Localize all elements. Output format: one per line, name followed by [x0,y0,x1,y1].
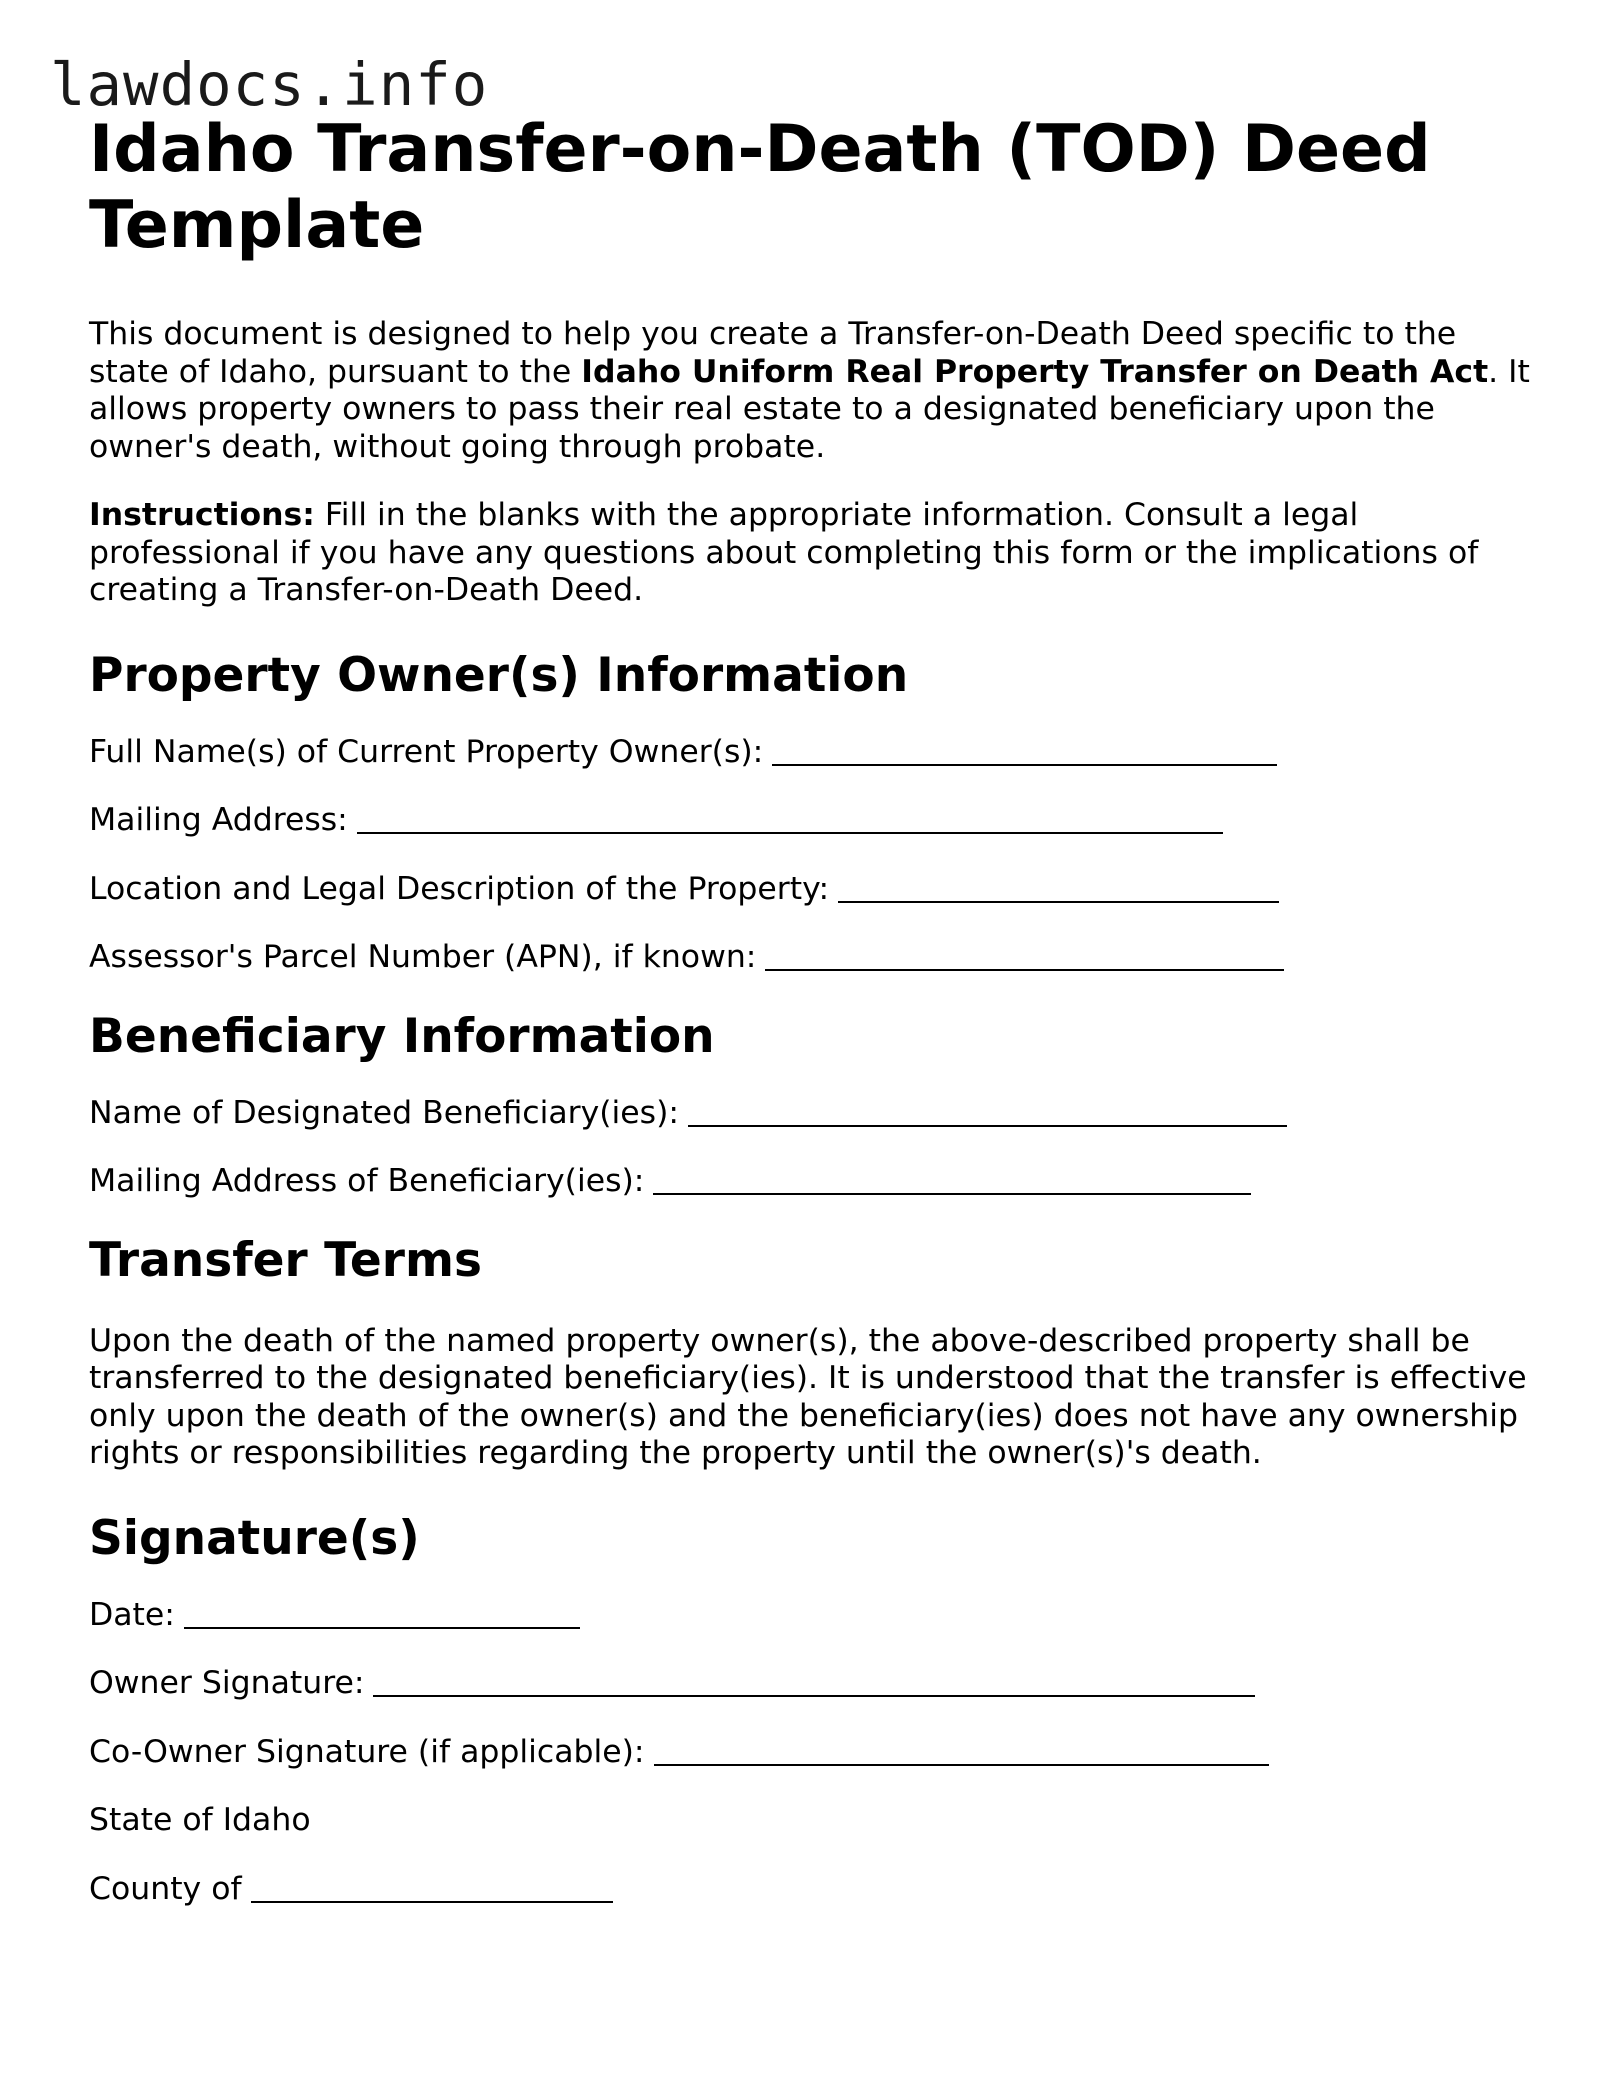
instructions-label: Instructions: [89,497,315,533]
owner-signature-field[interactable] [89,1665,1539,1703]
beneficiary-name-field[interactable] [89,1095,1539,1133]
act-name: Idaho Uniform Real Property Transfer on Death Act [581,353,1489,390]
property-description-field[interactable] [89,871,1539,909]
property-description-blank[interactable] [838,901,1279,903]
county-blank[interactable] [251,1901,613,1903]
terms-paragraph: Upon the death of the named property owner(s), the above-described property shall be transferred to the designated beneficiary(ies). It is understood that the transfer is effective only upon the death of the owner(s) and the beneficiary(ies) does not have any ownership rights or responsibilities regarding the property until the owner(s)'s death. [89,1322,1527,1471]
state-line: State of Idaho [89,1802,311,1838]
co-owner-signature-label: Co-Owner Signature (if applicable): [89,1733,645,1770]
county-field[interactable] [89,1871,1539,1909]
beneficiary-address-field[interactable] [89,1163,1539,1201]
mailing-address-blank[interactable] [357,832,1223,834]
beneficiary-name-label: Name of Designated Beneficiary(ies): [89,1094,679,1131]
mailing-address-label: Mailing Address: [89,802,348,838]
county-label: County of [89,1870,242,1907]
beneficiary-address-label: Mailing Address of Beneficiary(ies): [89,1163,645,1199]
instructions-paragraph [89,497,1539,610]
instructions-text: Fill in the blanks with the appropriate information. Consult a legal professional if you have any questions about completing this form or the implications of creating a Transfer-on-Death Deed. [89,497,1479,608]
owner-name-field[interactable] [89,734,1539,772]
apn-blank[interactable] [765,969,1284,971]
beneficiary-section-heading: Beneficiary Information [89,1008,715,1064]
co-owner-signature-field[interactable] [89,1734,1539,1772]
owner-signature-blank[interactable] [373,1695,1255,1697]
page-title: Idaho Transfer-on-Death (TOD) Deed Template [89,112,1431,263]
intro-paragraph [89,316,1539,466]
intro-text-after: . It allows property owners to pass their real estate to a designated beneficiary upon the owner's death, without going through probate. [89,353,1530,465]
signature-section-heading: Signature(s) [89,1510,420,1566]
apn-label: Assessor's Parcel Number (APN), if known: [89,939,757,975]
owner-name-label: Full Name(s) of Current Property Owner(s): [89,733,764,770]
owner-section-heading: Property Owner(s) Information [89,647,909,703]
date-blank[interactable] [184,1627,580,1629]
date-field[interactable] [89,1597,1539,1635]
site-watermark: lawdocs.info [50,50,489,119]
date-label: Date: [89,1596,175,1633]
apn-field[interactable] [89,939,1539,977]
property-description-label: Location and Legal Description of the Property: [89,870,830,907]
co-owner-signature-blank[interactable] [654,1764,1269,1766]
terms-section-heading: Transfer Terms [89,1232,482,1288]
beneficiary-address-blank[interactable] [653,1193,1251,1195]
document-body [89,112,1539,1908]
intro-text-before: This document is designed to help you create a Transfer-on-Death Deed specific to the state of Idaho, pursuant to the [89,316,1457,390]
owner-signature-label: Owner Signature: [89,1665,365,1701]
mailing-address-field[interactable] [89,802,1539,840]
beneficiary-name-blank[interactable] [688,1125,1287,1127]
owner-name-blank[interactable] [772,764,1277,766]
